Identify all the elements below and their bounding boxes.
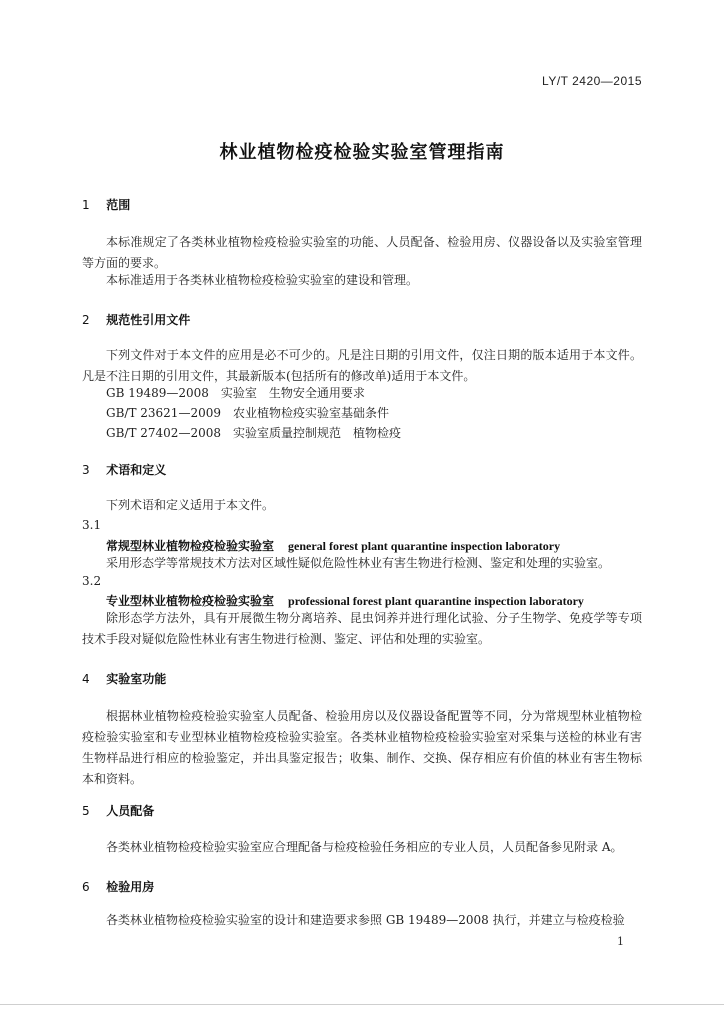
section-1-paragraph-2: 本标准适用于各类林业植物检疫检验实验室的建设和管理。 [106,273,419,287]
section-6-paragraph-1: 各类林业植物检疫检验实验室的设计和建造要求参照 GB 19489—2008 执行，并建立与检疫检验 [106,913,625,927]
section-1-heading [82,196,130,213]
section-3-heading [82,461,166,478]
section-number: 6 [82,880,90,894]
term-number: 3.1 [82,518,102,532]
section-2-paragraph-1: 下列文件对于本文件的应用是必不可少的。凡是注日期的引用文件，仅注日期的版本适用于本文件。凡是不注日期的引用文件，其最新版本(包括所有的修改单)适用于本文件。 [82,348,642,383]
term-english: general forest plant quarantine inspection laboratory [288,539,561,553]
section-number: 1 [82,198,90,212]
section-1-paragraph-1: 本标准规定了各类林业植物检疫检验实验室的功能、人员配备、检验用房、仪器设备以及实验室管理等方面的要求。 [82,235,642,270]
section-title: 范围 [106,198,131,212]
section-2-heading [82,311,190,328]
section-3-paragraph-1: 下列术语和定义适用于本文件。 [106,498,275,512]
section-number: 3 [82,463,90,477]
term-heading [106,592,584,609]
term-number: 3.2 [82,574,102,588]
term-heading [106,537,560,554]
section-title: 检验用房 [106,880,155,894]
section-title: 实验室功能 [106,672,167,686]
standard-code: LY/T 2420—2015 [542,74,642,88]
section-5-paragraph-1: 各类林业植物检疫检验实验室应合理配备与检疫检验任务相应的专业人员，人员配备参见附录 A。 [106,840,623,854]
term-english: professional forest plant quarantine inspection laboratory [288,594,584,608]
reference-item: GB/T 27402—2008 实验室质量控制规范 植物检疫 [106,426,401,440]
section-number: 4 [82,672,90,686]
page-number: 1 [617,935,624,948]
section-4-paragraph-1: 根据林业植物检疫检验实验室人员配备、检验用房以及仪器设备配置等不同，分为常规型林业植物检疫检验实验室和专业型林业植物检疫检验实验室。各类林业植物检疫检验实验室对采集与送检的林业有害生物样品进行相应的检验鉴定，并出具鉴定报告；收集、制作、交换、保存相应有价值的林业有害生物标本和资料。 [82,709,642,786]
term-chinese: 常规型林业植物检疫检验实验室 [106,539,275,553]
term-definition: 除形态学方法外，具有开展微生物分离培养、昆虫饲养并进行理化试验、分子生物学、免疫学等专项技术手段对疑似危险性林业有害生物进行检测、鉴定、评估和处理的实验室。 [82,611,642,646]
term-definition: 采用形态学等常规技术方法对区域性疑似危险性林业有害生物进行检测、鉴定和处理的实验室。 [106,556,611,570]
reference-item: GB 19489—2008 实验室 生物安全通用要求 [106,386,365,400]
section-title: 规范性引用文件 [106,313,191,327]
bottom-divider [0,1004,724,1005]
section-number: 2 [82,313,90,327]
section-6-heading [82,878,154,895]
section-4-heading [82,670,166,687]
term-chinese: 专业型林业植物检疫检验实验室 [106,594,275,608]
section-title: 人员配备 [106,804,155,818]
document-title: 林业植物检疫检验实验室管理指南 [219,142,505,163]
reference-item: GB/T 23621—2009 农业植物检疫实验室基础条件 [106,406,389,420]
section-number: 5 [82,804,90,818]
section-title: 术语和定义 [106,463,167,477]
section-5-heading [82,802,154,819]
